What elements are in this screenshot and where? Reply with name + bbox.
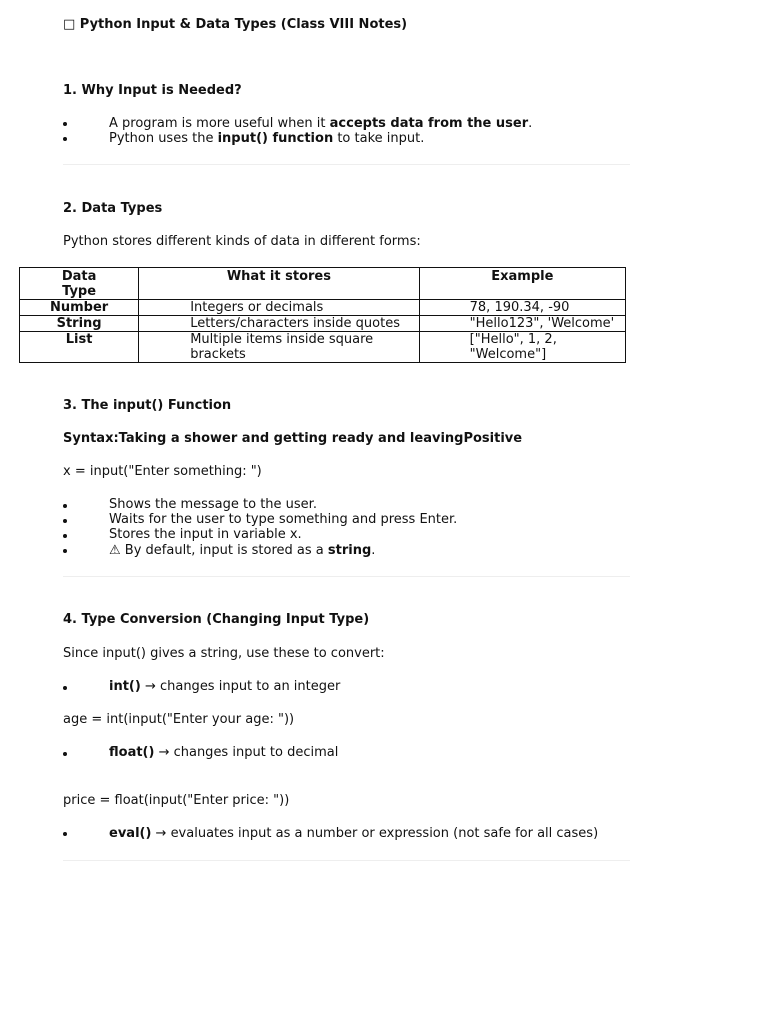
- s1-b1-bold: accepts data from the user: [329, 116, 529, 131]
- bullet-dot: [63, 137, 67, 141]
- header-example: Example: [419, 268, 625, 300]
- section-2-intro: Python stores different kinds of data in different forms:: [63, 234, 421, 249]
- code-example-input: x = input("Enter something: "): [63, 464, 262, 479]
- s1-bullet-2: [109, 131, 424, 146]
- s3-b4-text: ⚠ By default, input is stored as a: [109, 543, 328, 558]
- eval-bullet: [109, 826, 598, 841]
- syntax-line: Syntax:Taking a shower and getting ready and leavingPositive: [63, 431, 523, 446]
- cell-type: Number: [20, 300, 139, 316]
- float-bullet: [109, 745, 338, 760]
- s3-bullet-3: Stores the input in variable x.: [109, 527, 302, 542]
- code-example-float: price = float(input("Enter price: ")): [63, 793, 290, 808]
- int-keyword: int(): [109, 679, 141, 694]
- section-4-heading: 4. Type Conversion (Changing Input Type): [63, 612, 370, 627]
- float-keyword: float(): [109, 745, 155, 760]
- table-header-row: [20, 268, 626, 300]
- s3-bullet-2: Waits for the user to type something and press Enter.: [109, 512, 458, 527]
- s1-b1-text: A program is more useful when it: [109, 116, 330, 131]
- section-divider: [63, 860, 630, 861]
- page-title: □ Python Input & Data Types (Class VIII Notes): [63, 17, 408, 32]
- int-bullet: [109, 679, 340, 694]
- s3-b4-end: .: [371, 543, 376, 558]
- header-what-it-stores: What it stores: [139, 268, 419, 300]
- float-description: → changes input to decimal: [154, 745, 339, 760]
- s1-b2-text: Python uses the: [109, 131, 218, 146]
- bullet-dot: [63, 534, 67, 538]
- section-3-heading: 3. The input() Function: [63, 398, 232, 413]
- cell-type: List: [20, 332, 139, 363]
- section-4-intro: Since input() gives a string, use these to convert:: [63, 646, 385, 661]
- bullet-dot: [63, 519, 67, 523]
- data-types-table: [19, 267, 626, 363]
- cell-stores: Letters/characters inside quotes: [139, 316, 419, 332]
- cell-example: "Hello123", 'Welcome': [419, 316, 625, 332]
- s1-b1-end: .: [528, 116, 533, 131]
- s3-b4-bold: string: [327, 543, 372, 558]
- s3-bullet-1: Shows the message to the user.: [109, 497, 317, 512]
- s1-b2-bold: input() function: [217, 131, 334, 146]
- section-divider: [63, 164, 630, 165]
- bullet-dot: [63, 549, 67, 553]
- cell-type: String: [20, 316, 139, 332]
- eval-keyword: eval(): [109, 826, 152, 841]
- cell-stores: Multiple items inside square brackets: [139, 332, 419, 363]
- eval-description: → evaluates input as a number or expression (not safe for all cases): [151, 826, 599, 841]
- s1-bullet-1: [109, 116, 532, 131]
- s1-b2-end: to take input.: [333, 131, 425, 146]
- section-1-heading: 1. Why Input is Needed?: [63, 83, 242, 98]
- table-row: [20, 316, 626, 332]
- bullet-dot: [63, 752, 67, 756]
- table-row: [20, 332, 626, 363]
- bullet-dot: [63, 122, 67, 126]
- s3-bullet-4: [109, 543, 375, 558]
- bullet-dot: [63, 832, 67, 836]
- bullet-dot: [63, 504, 67, 508]
- section-divider: [63, 576, 630, 577]
- bullet-dot: [63, 686, 67, 690]
- header-data-type: Data Type: [20, 268, 139, 300]
- cell-example: 78, 190.34, -90: [419, 300, 625, 316]
- table-row: [20, 300, 626, 316]
- cell-example: ["Hello", 1, 2, "Welcome"]: [419, 332, 625, 363]
- int-description: → changes input to an integer: [140, 679, 341, 694]
- code-example-int: age = int(input("Enter your age: ")): [63, 712, 295, 727]
- cell-stores: Integers or decimals: [139, 300, 419, 316]
- section-2-heading: 2. Data Types: [63, 201, 163, 216]
